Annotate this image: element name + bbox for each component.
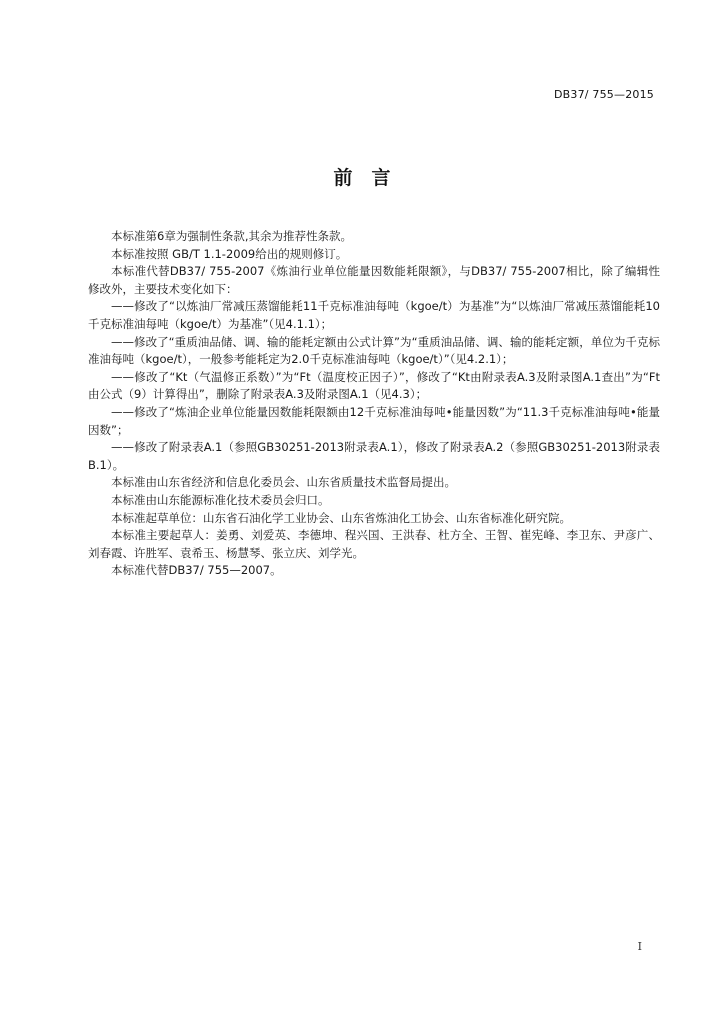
- paragraph: 本标准由山东能源标准化技术委员会归口。: [111, 492, 330, 507]
- paragraph: ——修改了“炼油企业单位能量因数能耗限额由12千克标准油每吨•能量因数”为“11.3千克标准油每吨•能量因数”；: [88, 404, 660, 437]
- paragraph: ——修改了附录表A.1（参照GB30251-2013附录表A.1），修改了附录表A.2（参照GB30251-2013附录表B.1）。: [88, 440, 660, 472]
- paragraph: 本标准主要起草人：姜勇、刘爱英、李德坤、程兴国、王洪春、杜方全、王智、崔宪峰、李卫东、尹彦广、刘春霞、许胜军、袁希玉、杨慧琴、张立庆、刘学光。: [88, 528, 660, 560]
- page-title: 前 言: [333, 167, 391, 189]
- paragraph: 本标准由山东省经济和信息化委员会、山东省质量技术监督局提出。: [111, 475, 456, 490]
- paragraph: 本标准第6章为强制性条款,其余为推荐性条款。: [111, 229, 352, 243]
- paragraph: 本标准起草单位：山东省石油化学工业协会、山东省炼油化工协会、山东省标准化研究院。: [111, 510, 571, 525]
- paragraph: ——修改了“Kt（气温修正系数）”为“Ft（温度校正因子）”，修改了“Kt由附录表A.3及附录图A.1查出”为“Ft由公式（9）计算得出”，删除了附录表A.3及附录图A.1（见4.3）；: [88, 369, 660, 402]
- page-number: I: [637, 940, 642, 953]
- paragraph: ——修改了“以炼油厂常减压蒸馏能耗11千克标准油每吨（kgoe/t）为基准”为“以炼油厂常减压蒸馏能耗10千克标准油每吨（kgoe/t）为基准”（见4.1.1）；: [88, 299, 660, 331]
- document-code: DB37/ 755—2015: [553, 88, 654, 101]
- body-text: [88, 228, 660, 580]
- paragraph: 本标准代替DB37/ 755—2007。: [111, 563, 282, 578]
- paragraph: 本标准代替DB37/ 755-2007《炼油行业单位能量因数能耗限额》，与DB37/ 755-2007相比，除了编辑性修改外，主要技术变化如下：: [88, 264, 660, 296]
- paragraph: 本标准按照 GB/T 1.1-2009给出的规则修订。: [111, 246, 348, 261]
- paragraph: ——修改了“重质油品储、调、输的能耗定额由公式计算”为“重质油品储、调、输的能耗定额，单位为千克标准油每吨（kgoe/t），一般参考能耗定为2.0千克标准油每吨（kgoe/t）”（见4.2.1）；: [88, 334, 660, 367]
